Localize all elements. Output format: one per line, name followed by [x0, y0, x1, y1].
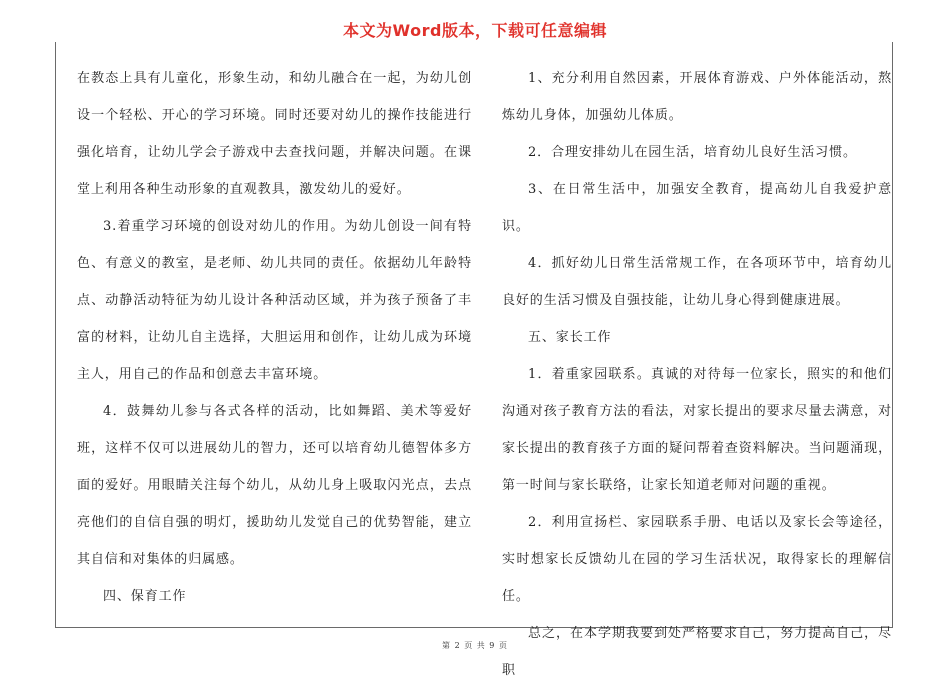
section-heading: 四、保育工作	[103, 589, 187, 604]
left-column	[77, 60, 472, 615]
paragraph: 1．着重家园联系。真诚的对待每一位家长，照实的和他们沟通对孩子教育方法的看法，对家长提出的要求尽量去满意，对家长提出的教育孩子方面的疑问帮着查资料解决。当问题涌现，第一时间与家长联络，让家长知道老师对问题的重视。	[502, 367, 892, 493]
paragraph: 3、在日常生活中，加强安全教育，提高幼儿自我爱护意识。	[502, 182, 892, 234]
paragraph: 4．抓好幼儿日常生活常规工作，在各项环节中，培育幼儿良好的生活习惯及自强技能，让幼儿身心得到健康进展。	[502, 256, 892, 308]
paragraph: 在教态上具有儿童化，形象生动，和幼儿融合在一起，为幼儿创设一个轻松、开心的学习环境。同时还要对幼儿的操作技能进行强化培育，让幼儿学会子游戏中去查找问题，并解决问题。在课堂上利用各种生动形象的直观教具，激发幼儿的爱好。	[77, 71, 472, 197]
download-banner: 本文为Word版本，下载可任意编辑	[343, 21, 607, 40]
section-heading: 五、家长工作	[528, 330, 612, 345]
paragraph: 2．合理安排幼儿在园生活，培育幼儿良好生活习惯。	[528, 145, 857, 160]
page-number: 第 2 页 共 9 页	[442, 641, 508, 650]
paragraph: 2．利用宣扬栏、家园联系手册、电话以及家长会等途径，实时想家长反馈幼儿在园的学习生活状况，取得家长的理解信任。	[502, 515, 892, 604]
paragraph: 1、充分利用自然因素，开展体育游戏、户外体能活动，熬炼幼儿身体，加强幼儿体质。	[502, 71, 892, 123]
paragraph: 4．鼓舞幼儿参与各式各样的活动，比如舞蹈、美术等爱好班，这样不仅可以进展幼儿的智力，还可以培育幼儿德智体多方面的爱好。用眼睛关注每个幼儿，从幼儿身上吸取闪光点，去点亮他们的自信自强的明灯，援助幼儿发觉自己的优势智能，建立其自信和对集体的归属感。	[77, 404, 472, 567]
paragraph: 3.着重学习环境的创设对幼儿的作用。为幼儿创设一间有特色、有意义的教室，是老师、幼儿共同的责任。依据幼儿年龄特点、动静活动特征为幼儿设计各种活动区域，并为孩子预备了丰富的材料，让幼儿自主选择，大胆运用和创作，让幼儿成为环境主人，用自己的作品和创意去丰富环境。	[77, 219, 472, 382]
right-column	[502, 60, 892, 689]
paragraph: 总之，在本学期我要到处严格要求自己，努力提高自己，尽职	[502, 626, 892, 678]
